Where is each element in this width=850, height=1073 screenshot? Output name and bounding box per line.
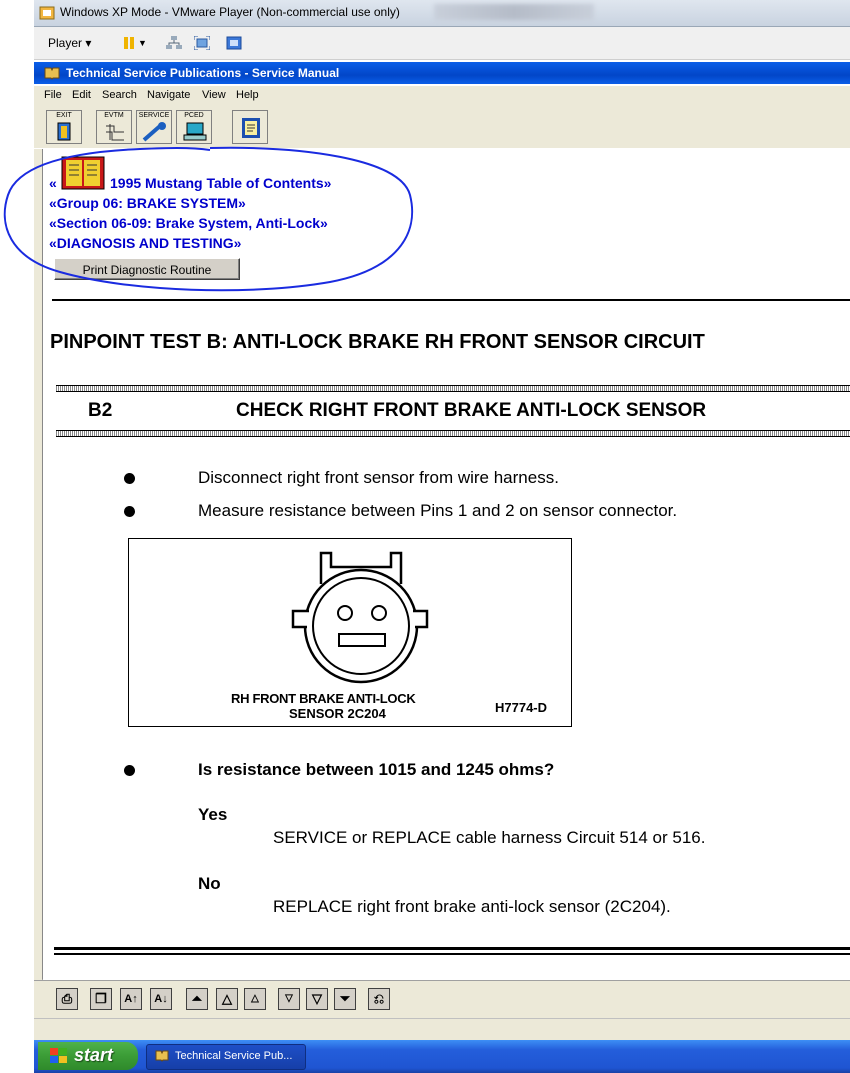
line-down-icon[interactable]: ▽ xyxy=(278,988,300,1010)
network-icon[interactable] xyxy=(166,36,180,50)
wiring-icon xyxy=(104,122,126,142)
nav-group-link[interactable]: «Group 06: BRAKE SYSTEM» xyxy=(49,195,246,211)
notepad-button[interactable] xyxy=(232,110,268,144)
no-action: REPLACE right front brake anti-lock sensor (2C204). xyxy=(273,897,671,916)
app-book-icon xyxy=(155,1050,169,1062)
nav-section-link[interactable]: «Section 06-09: Brake System, Anti-Lock» xyxy=(49,215,328,231)
figure-id: H7774-D xyxy=(495,700,548,715)
question-text: Is resistance between 1015 and 1245 ohms? xyxy=(198,760,555,779)
end-rule xyxy=(54,947,850,955)
print-icon[interactable]: ⎙ xyxy=(56,988,78,1010)
windows-logo-icon xyxy=(50,1048,68,1064)
yes-label: Yes xyxy=(198,805,228,824)
blurred-title-area xyxy=(434,4,594,20)
nav-diagnosis-link[interactable]: «DIAGNOSIS AND TESTING» xyxy=(49,235,242,251)
bottom-toolbar xyxy=(34,980,850,1019)
copy-icon[interactable]: ❐ xyxy=(90,988,112,1010)
bullet-dot xyxy=(124,473,135,484)
start-button[interactable]: start xyxy=(38,1042,138,1070)
bullet-measure: Measure resistance between Pins 1 and 2 on sensor connector. xyxy=(198,501,678,520)
no-label: No xyxy=(198,874,221,893)
vmware-app-icon xyxy=(39,5,55,21)
menu-bar xyxy=(34,86,850,106)
status-bar xyxy=(34,1018,850,1041)
computer-icon xyxy=(183,122,207,142)
app-window-title: Technical Service Publications - Service Manual xyxy=(66,66,340,80)
vmware-window-title: Windows XP Mode - VMware Player (Non-commercial use only) xyxy=(60,5,400,19)
bullet-dot xyxy=(124,506,135,517)
back-icon[interactable]: ⎌ xyxy=(368,988,390,1010)
vmware-title-bar xyxy=(34,0,850,27)
menu-view[interactable]: View xyxy=(202,89,226,101)
page-up-icon[interactable]: △ xyxy=(216,988,238,1010)
line-up-icon[interactable]: △ xyxy=(244,988,266,1010)
connector-figure xyxy=(128,538,572,727)
bullet-dot xyxy=(124,765,135,776)
notepad-icon xyxy=(239,116,263,140)
print-diagnostic-routine-button[interactable]: Print Diagnostic Routine xyxy=(54,258,240,280)
menu-help[interactable]: Help xyxy=(236,89,259,101)
annotation-circle xyxy=(0,140,420,300)
pause-dropdown-icon[interactable]: ▼ xyxy=(138,38,147,48)
menu-navigate[interactable]: Navigate xyxy=(147,89,191,101)
step-top-rule xyxy=(56,385,850,392)
exit-button[interactable]: EXIT xyxy=(46,110,82,144)
wrench-icon xyxy=(142,122,168,142)
step-bottom-rule xyxy=(56,430,850,437)
unity-icon[interactable] xyxy=(226,36,240,50)
menu-search[interactable]: Search xyxy=(102,89,137,101)
page-down-icon[interactable]: ▽ xyxy=(306,988,328,1010)
step-id: B2 xyxy=(88,400,113,421)
menu-edit[interactable]: Edit xyxy=(72,89,91,101)
nav-toc-link[interactable]: 1995 Mustang Table of Contents» xyxy=(110,175,332,191)
player-menu[interactable]: Player ▾ xyxy=(48,36,92,50)
exit-door-icon xyxy=(56,122,74,142)
taskbar-item-service-publications[interactable]: Technical Service Pub... xyxy=(146,1044,306,1070)
fullscreen-icon[interactable] xyxy=(194,36,208,50)
bullet-disconnect: Disconnect right front sensor from wire harness. xyxy=(198,468,559,487)
app-title-bar xyxy=(34,62,850,84)
first-page-icon[interactable]: ⏶ xyxy=(186,988,208,1010)
evtm-button[interactable]: EVTM xyxy=(96,110,132,144)
last-page-icon[interactable]: ⏷ xyxy=(334,988,356,1010)
separator-line xyxy=(52,299,850,301)
menu-file[interactable]: File xyxy=(44,89,62,101)
pinpoint-test-title: PINPOINT TEST B: ANTI-LOCK BRAKE RH FRONT SENSOR CIRCUIT xyxy=(50,331,705,353)
pced-button[interactable]: PCED xyxy=(176,110,212,144)
figure-caption-line1: RH FRONT BRAKE ANTI-LOCK xyxy=(231,691,416,706)
font-smaller-icon[interactable]: A↓ xyxy=(150,988,172,1010)
yes-action: SERVICE or REPLACE cable harness Circuit 514 or 516. xyxy=(273,828,706,847)
nav-toc-prefix[interactable]: « xyxy=(49,175,57,191)
service-button[interactable]: SERVICE xyxy=(136,110,172,144)
app-book-icon xyxy=(44,66,60,80)
step-title: CHECK RIGHT FRONT BRAKE ANTI-LOCK SENSOR xyxy=(236,400,707,421)
font-larger-icon[interactable]: A↑ xyxy=(120,988,142,1010)
pause-icon[interactable] xyxy=(122,36,136,50)
vmware-toolbar xyxy=(34,27,850,60)
figure-caption-line2: SENSOR 2C204 xyxy=(289,706,386,721)
